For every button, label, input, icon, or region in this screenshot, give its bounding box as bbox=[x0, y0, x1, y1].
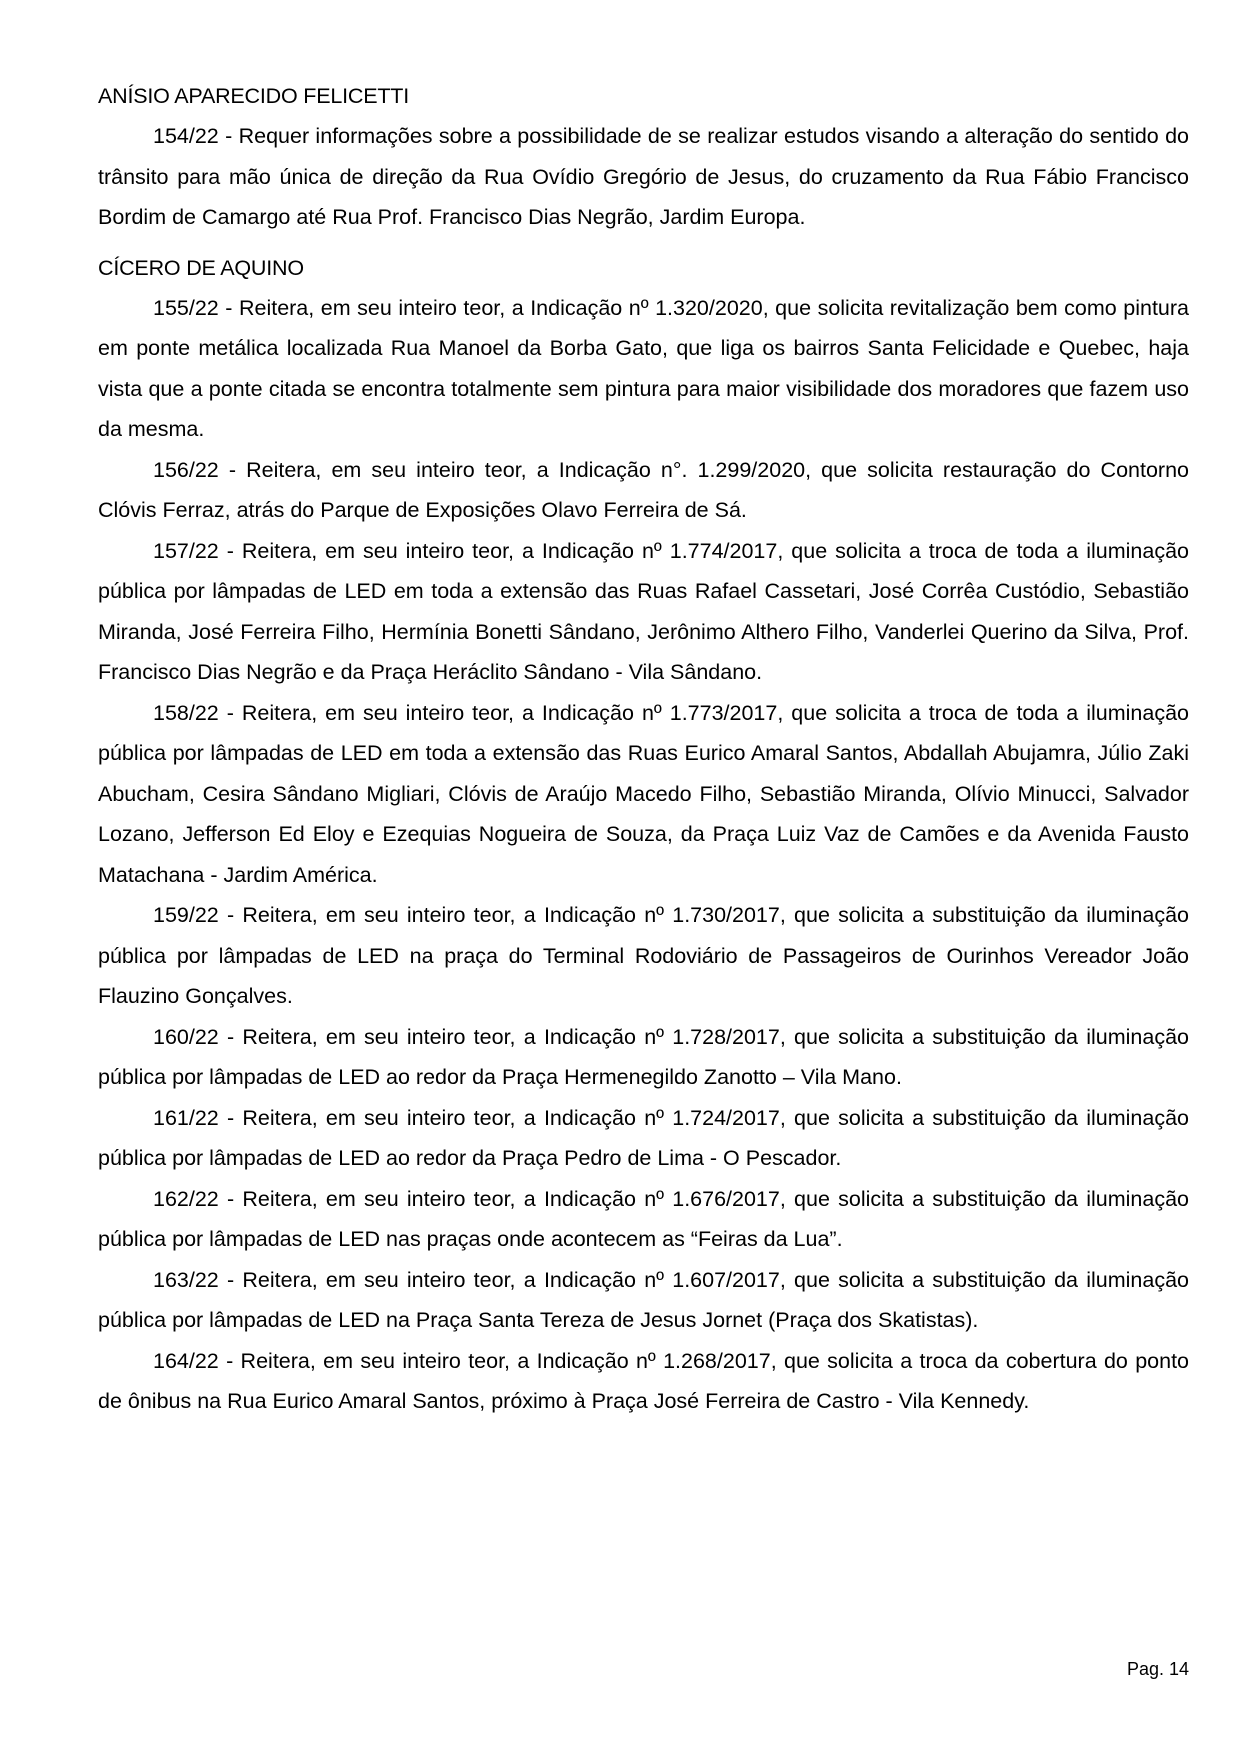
item-text: - Reitera, em seu inteiro teor, a Indicação nº 1.773/2017, que solicita a troca de toda a iluminação pública por lâmpadas de LED em toda a extensão das Ruas Eurico Amaral Santos, Abdallah Abujamra, Júlio Zaki Abucham, Cesira Sândano Migliari, Clóvis de Araújo Macedo Filho, Sebastião Miranda, Olívio Minucci, Salvador Lozano, Jefferson Ed Eloy e Ezequias Nogueira de Souza, da Praça Luiz Vaz de Camões e da Avenida Fausto Matachana - Jardim América. bbox=[98, 700, 1189, 887]
list-item bbox=[98, 693, 1189, 896]
list-item bbox=[98, 531, 1189, 693]
list-item bbox=[98, 1017, 1189, 1098]
item-text: - Reitera, em seu inteiro teor, a Indicação nº 1.730/2017, que solicita a substituição da iluminação pública por lâmpadas de LED na praça do Terminal Rodoviário de Passageiros de Ourinhos Vereador João Flauzino Gonçalves. bbox=[98, 903, 1189, 1008]
item-text: - Reitera, em seu inteiro teor, a Indicação nº 1.320/2020, que solicita revitalização bem como pintura em ponte metálica localizada Rua Manoel da Borba Gato, que liga os bairros Santa Felicidade e Quebec, haja vista que a ponte citada se encontra totalmente sem pintura para maior visibilidade dos moradores que fazem uso da mesma. bbox=[98, 295, 1189, 441]
section-heading: CÍCERO DE AQUINO bbox=[98, 255, 304, 280]
item-number: 159/22 bbox=[153, 903, 219, 927]
list-item bbox=[98, 288, 1189, 450]
item-text: - Reitera, em seu inteiro teor, a Indicação n°. 1.299/2020, que solicita restauração do Contorno Clóvis Ferraz, atrás do Parque de Exposições Olavo Ferreira de Sá. bbox=[98, 457, 1189, 522]
item-text: - Reitera, em seu inteiro teor, a Indicação nº 1.607/2017, que solicita a substituição da iluminação pública por lâmpadas de LED na Praça Santa Tereza de Jesus Jornet (Praça dos Skatistas). bbox=[98, 1267, 1189, 1332]
list-item bbox=[98, 1098, 1189, 1179]
item-number: 157/22 bbox=[153, 538, 219, 563]
item-number: 162/22 bbox=[153, 1186, 219, 1211]
item-number: 158/22 bbox=[153, 700, 219, 725]
item-text: - Requer informações sobre a possibilidade de se realizar estudos visando a alteração do sentido do trânsito para mão única de direção da Rua Ovídio Gregório de Jesus, do cruzamento da Rua Fábio Francisco Bordim de Camargo até Rua Prof. Francisco Dias Negrão, Jardim Europa. bbox=[98, 124, 1189, 229]
item-number: 155/22 bbox=[153, 295, 219, 320]
section-anisio bbox=[98, 76, 1189, 238]
item-number: 156/22 bbox=[153, 457, 219, 482]
item-text: - Reitera, em seu inteiro teor, a Indicação nº 1.774/2017, que solicita a troca de toda a iluminação pública por lâmpadas de LED em toda a extensão das Ruas Rafael Cassetari, José Corrêa Custódio, Sebastião Miranda, José Ferreira Filho, Hermínia Bonetti Sândano, Jerônimo Althero Filho, Vanderlei Querino da Silva, Prof. Francisco Dias Negrão e da Praça Heráclito Sândano - Vila Sândano. bbox=[98, 538, 1189, 684]
page-number: Pag. 14 bbox=[1126, 1659, 1189, 1679]
list-item bbox=[98, 1341, 1189, 1422]
item-number: 163/22 bbox=[153, 1267, 219, 1292]
list-item bbox=[98, 895, 1189, 1017]
list-item bbox=[98, 450, 1189, 531]
item-text: - Reitera, em seu inteiro teor, a Indicação nº 1.724/2017, que solicita a substituição da iluminação pública por lâmpadas de LED ao redor da Praça Pedro de Lima - O Pescador. bbox=[98, 1105, 1189, 1170]
list-item bbox=[98, 1179, 1189, 1260]
list-item bbox=[98, 1260, 1189, 1341]
item-text: - Reitera, em seu inteiro teor, a Indicação nº 1.728/2017, que solicita a substituição da iluminação pública por lâmpadas de LED ao redor da Praça Hermenegildo Zanotto – Vila Mano. bbox=[98, 1024, 1189, 1089]
item-number: 164/22 bbox=[153, 1348, 219, 1373]
item-number: 154/22 bbox=[153, 124, 219, 148]
section-cicero bbox=[98, 248, 1189, 1422]
item-number: 161/22 bbox=[153, 1105, 219, 1130]
list-item bbox=[98, 116, 1189, 238]
item-number: 160/22 bbox=[153, 1024, 219, 1049]
item-text: - Reitera, em seu inteiro teor, a Indicação nº 1.268/2017, que solicita a troca da cobertura do ponto de ônibus na Rua Eurico Amaral Santos, próximo à Praça José Ferreira de Castro - Vila Kennedy. bbox=[98, 1348, 1189, 1413]
section-heading: ANÍSIO APARECIDO FELICETTI bbox=[98, 84, 409, 108]
document-page bbox=[98, 76, 1189, 1432]
item-text: - Reitera, em seu inteiro teor, a Indicação nº 1.676/2017, que solicita a substituição da iluminação pública por lâmpadas de LED nas praças onde acontecem as “Feiras da Lua”. bbox=[98, 1186, 1189, 1251]
